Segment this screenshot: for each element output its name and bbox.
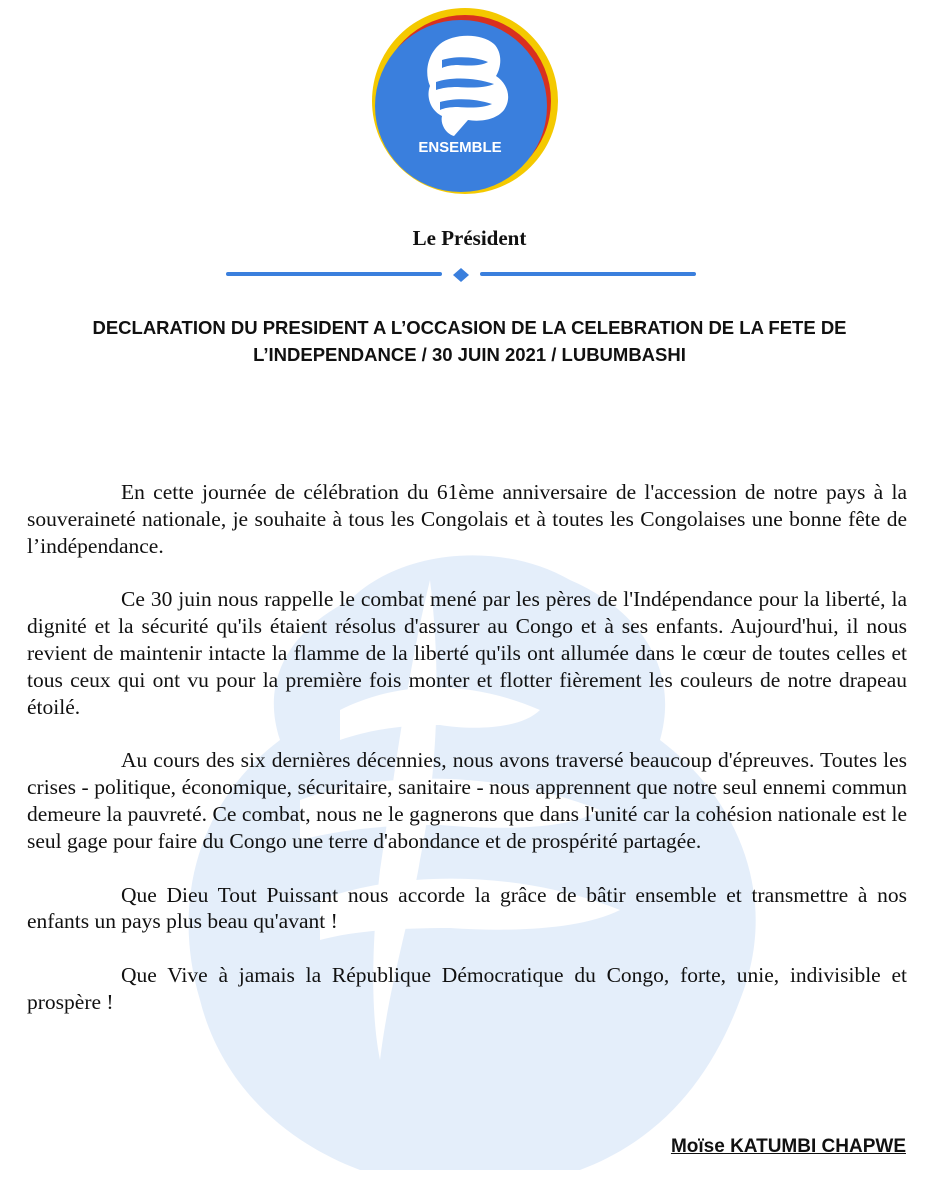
title-divider (226, 262, 696, 292)
logo-text: ENSEMBLE (418, 139, 502, 156)
president-heading: Le Président (412, 226, 527, 250)
diamond-ornament-icon (453, 268, 469, 282)
declaration-title (60, 314, 879, 368)
paragraph: Que Dieu Tout Puissant nous accorde la grâce de bâtir ensemble et transmettre à nos enfants un pays plus beau qu'avant ! (27, 882, 907, 934)
title-line-2: L’INDEPENDANCE / 30 JUIN 2021 / LUBUMBASHI (253, 344, 686, 365)
paragraph: Au cours des six dernières décennies, nous avons traversé beaucoup d'épreuves. Toutes les crises - politique, économique, sécuritaire, sanitaire - nous apprennent que notre seul ennemi commun demeure la pauvreté. Ce combat, nous ne le gagnerons que dans l'unité car la cohésion nationale est le seul gage pour faire du Congo une terre d'abondance et de prospérité partagée. (27, 748, 907, 853)
title-line-1: DECLARATION DU PRESIDENT A L’OCCASION DE LA CELEBRATION DE LA FETE DE (92, 317, 847, 338)
ensemble-logo (370, 6, 560, 196)
declaration-body (27, 479, 907, 1016)
paragraph: En cette journée de célébration du 61ème anniversaire de l'accession de notre pays à la souveraineté nationale, je souhaite à tous les Congolais et à toutes les Congolaises une bonne fête de l’indépendance. (27, 480, 907, 558)
paragraph: Ce 30 juin nous rappelle le combat mené par les pères de l'Indépendance pour la liberté, la dignité et la sécurité qu'ils étaient résolus d'assurer au Congo et à ses enfants. Aujourd'hui, il nous revient de maintenir intacte la flamme de la liberté qu'ils ont allumée dans le cœur de toutes celles et tous ceux qui ont vu pour la première fois monter et flotter fièrement les couleurs de notre drapeau étoilé. (27, 587, 907, 719)
signature-name: Moïse KATUMBI CHAPWE (670, 1136, 906, 1157)
paragraph: Que Vive à jamais la République Démocratique du Congo, forte, unie, indivisible et prospère ! (27, 963, 907, 1014)
ensemble-emblem-icon (370, 6, 560, 196)
